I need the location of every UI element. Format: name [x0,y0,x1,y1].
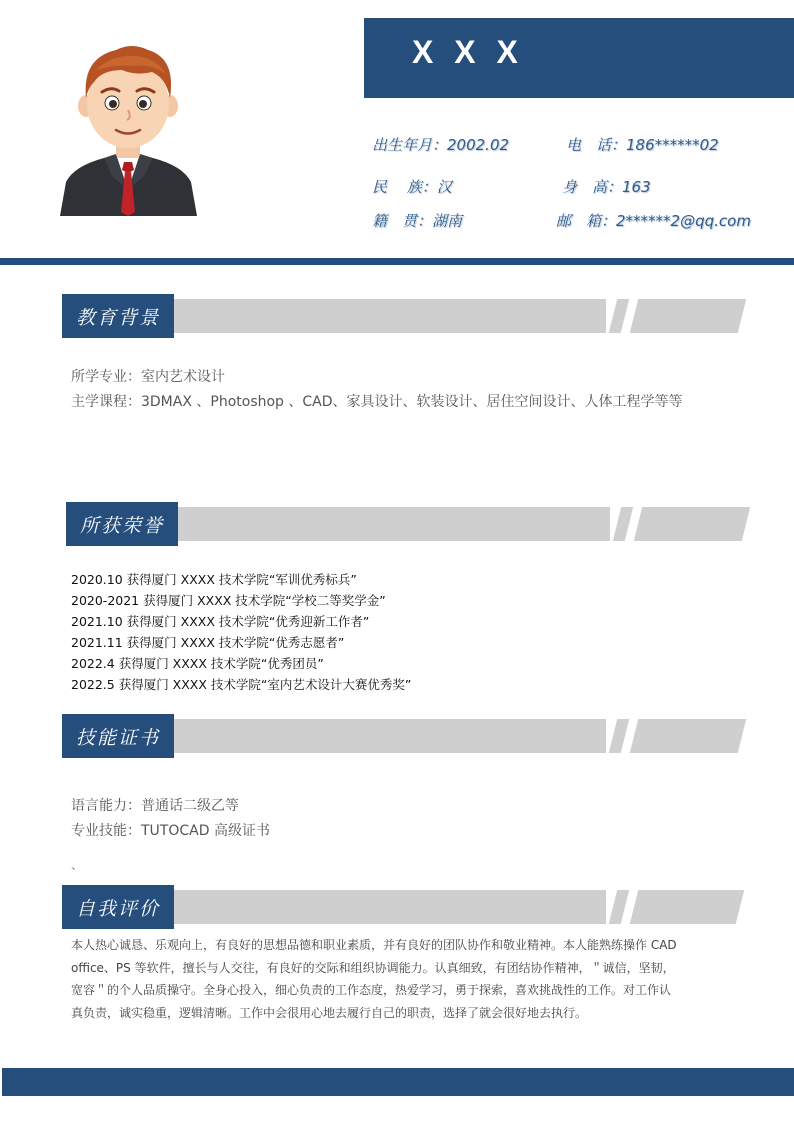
info-birth: 出生年月：2002.02 [372,136,510,154]
self-evaluation-text [71,934,721,1024]
avatar [56,40,201,218]
honor-item: 2021.11 获得厦门 XXXX 技术学院“优秀志愿者” [71,635,345,650]
stray-mark: 、 [71,858,84,872]
honor-item: 2021.10 获得厦门 XXXX 技术学院“优秀迎新工作者” [71,614,370,629]
section-bar [166,890,606,924]
honor-item: 2020-2021 获得厦门 XXXX 技术学院“学校二等奖学金” [71,593,386,608]
info-email: 邮 箱：2******2@qq.com [556,212,751,230]
self-line: 本人热心诚恳、乐观向上，有良好的思想品德和职业素质，并有良好的团队协作和敬业精神。本人能熟练操作 CAD [71,938,677,952]
skills-language: 语言能力：普通话二级乙等 [71,798,239,814]
section-title-self: 自我评价 [62,885,174,929]
section-bar-stripe [609,719,629,753]
info-native: 籍 贯：湖南 [372,212,463,230]
section-bar-stripe [613,507,633,541]
honor-item: 2022.4 获得厦门 XXXX 技术学院“优秀团员” [71,656,324,671]
honor-item: 2022.5 获得厦门 XXXX 技术学院“室内艺术设计大赛优秀奖” [71,677,412,692]
info-height: 身 高：163 [562,178,651,196]
info-phone: 电 话：186******02 [566,136,719,154]
candidate-name: X X X [412,34,524,70]
section-bar-end [634,507,750,541]
self-line: 真负责，诚实稳重，逻辑清晰。工作中会很用心地去履行自己的职责，选择了就会很好地去执行。 [71,1005,588,1020]
section-bar-stripe [609,890,629,924]
section-bar [166,719,606,753]
name-banner [364,18,794,98]
section-bar-end [630,719,746,753]
section-title-honors: 所获荣誉 [66,502,178,546]
section-bar-stripe [609,299,629,333]
section-bar [170,507,610,541]
section-title-skills: 技能证书 [62,714,174,758]
education-courses: 主学课程：3DMAX 、Photoshop 、CAD、家具设计、软装设计、居住空间设计、人体工程学等等 [71,394,683,410]
skills-professional: 专业技能：TUTOCAD 高级证书 [71,823,270,839]
header-divider [0,258,794,265]
footer-bar [2,1068,794,1096]
section-bar-end [630,299,746,333]
education-major: 所学专业：室内艺术设计 [71,369,225,385]
honors-list [71,570,411,696]
info-ethnic: 民 族：汉 [372,178,452,196]
honor-item: 2020.10 获得厦门 XXXX 技术学院“军训优秀标兵” [71,572,357,587]
self-line: office、PS 等软件，擅长与人交往，有良好的交际和组织协调能力。认真细致，有团结协作精神，＂诚信，坚韧， [71,960,675,975]
self-line: 宽容＂的个人品质操守。全身心投入，细心负责的工作态度，热爱学习，勇于探索，喜欢挑战性的工作。对工作认 [71,983,672,997]
section-title-education: 教育背景 [62,294,174,338]
section-bar-end [630,890,744,924]
section-bar [166,299,606,333]
